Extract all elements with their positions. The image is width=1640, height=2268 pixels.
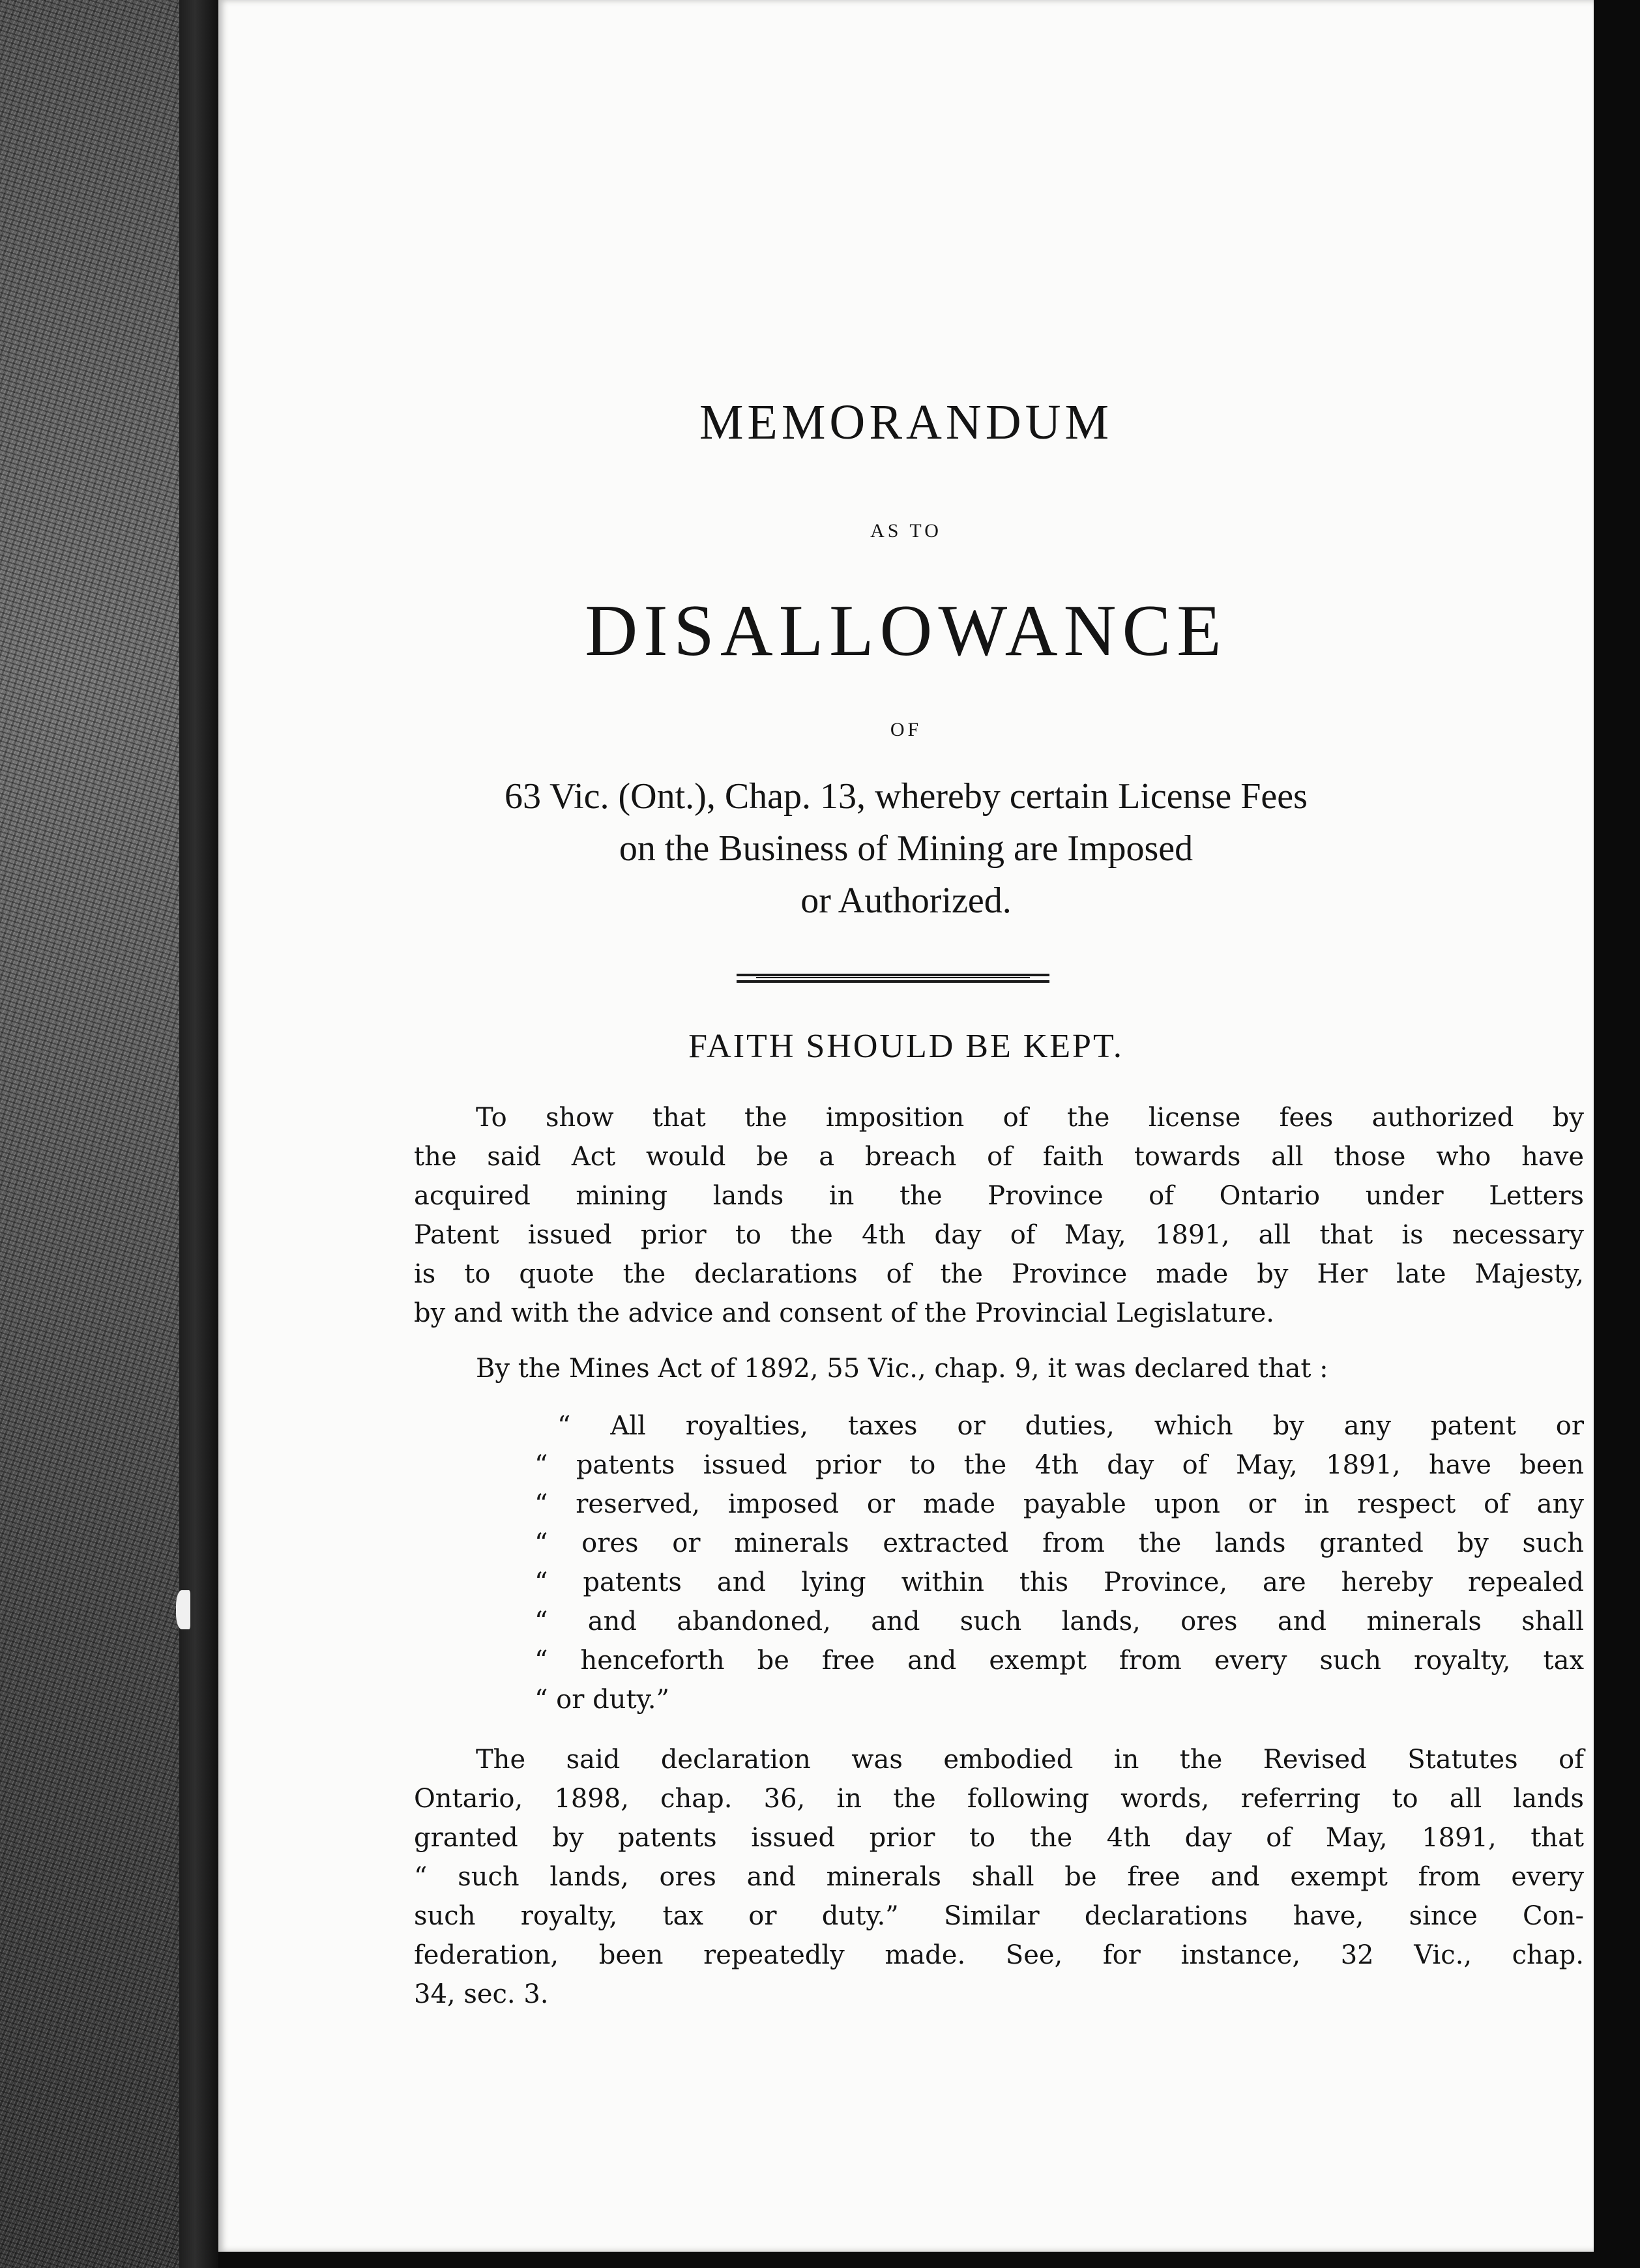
text-line: by and with the advice and consent of the Provincial Legislature. [414,1298,1274,1328]
text-line: federation, been repeatedly made. See, for instance, 32 Vic., chap. [414,1940,1584,1970]
paragraph-1 [414,1098,1584,1333]
text-line: Patent issued prior to the 4th day of May, 1891, all that is necessary [414,1220,1584,1250]
quote-line: “ or duty.” [534,1685,669,1715]
title-disallowance: DISALLOWANCE [585,590,1227,671]
book-gutter [179,0,218,2268]
paragraph-3 [414,1740,1584,2014]
quote-line: “ ores or minerals extracted from the lands granted by such [534,1528,1584,1558]
title-memorandum: MEMORANDUM [699,395,1113,450]
paragraph-2 [414,1349,1584,1388]
page-edge-shadow [1594,0,1640,2268]
text-line: such royalty, tax or duty.” Similar declarations have, since Con- [414,1901,1584,1931]
text-line: acquired mining lands in the Province of Ontario under Letters [414,1181,1584,1211]
text-line: The said declaration was embodied in the Revised Statutes of [476,1745,1584,1775]
quote-line: “ henceforth be free and exempt from every such royalty, tax [534,1646,1584,1676]
title-as-to: AS TO [870,520,942,542]
subtitle [261,770,1551,927]
book-cover-edge [0,0,179,2268]
quote-line: “ patents issued prior to the 4th day of May, 1891, have been [534,1450,1584,1480]
subtitle-line: on the Business of Mining are Imposed [619,828,1193,869]
text-line: 34, sec. 3. [414,1979,549,2009]
quote-line: “ reserved, imposed or made payable upon or in respect of any [534,1489,1584,1519]
text-line: granted by patents issued prior to the 4th day of May, 1891, that [414,1823,1584,1853]
section-heading: FAITH SHOULD BE KEPT. [688,1028,1124,1065]
page-content [222,0,1590,2252]
text-line: To show that the imposition of the license fees authorized by [476,1103,1584,1133]
subtitle-line: 63 Vic. (Ont.), Chap. 13, whereby certain License Fees [505,776,1308,817]
text-line: the said Act would be a breach of faith towards all those who have [414,1142,1584,1172]
text-line: Ontario, 1898, chap. 36, in the following words, referring to all lands [414,1784,1584,1814]
title-of: OF [890,719,922,740]
quote-line: “ All royalties, taxes or duties, which by any patent or [557,1411,1584,1441]
text-line: “ such lands, ores and minerals shall be free and exempt from every [414,1862,1584,1892]
quote-line: “ and abandoned, and such lands, ores and minerals shall [534,1606,1584,1636]
text-line: By the Mines Act of 1892, 55 Vic., chap. 9, it was declared that : [476,1354,1328,1384]
binding-mark [176,1590,190,1629]
double-rule-divider [737,974,1049,983]
subtitle-line: or Authorized. [800,880,1012,921]
statute-quotation [534,1406,1584,1719]
text-line: is to quote the declarations of the Province made by Her late Majesty, [414,1259,1584,1289]
quote-line: “ patents and lying within this Province, are hereby repealed [534,1567,1584,1597]
